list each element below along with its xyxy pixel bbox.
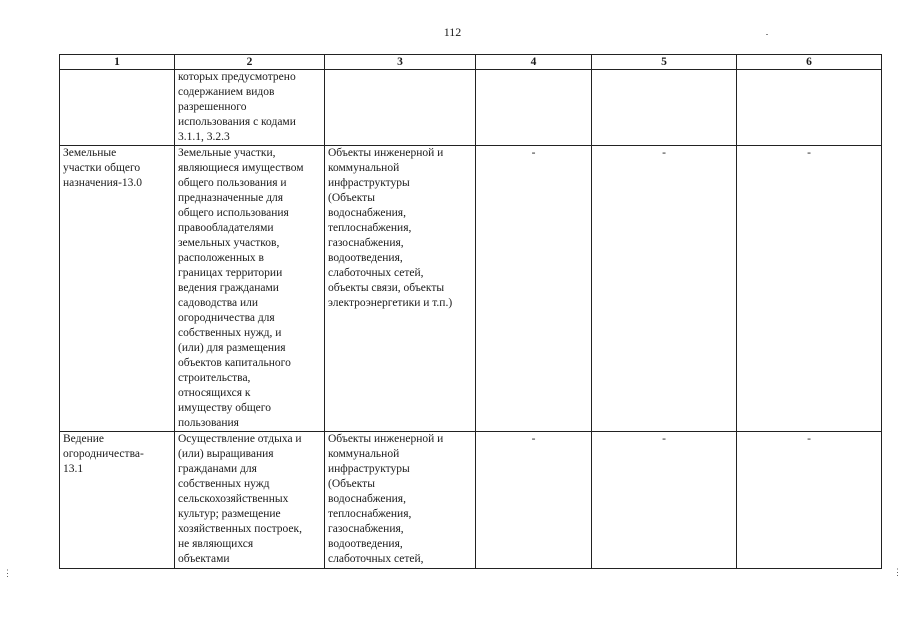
text-line: 13.1 <box>63 463 84 475</box>
text-line: огородничества- <box>63 448 144 460</box>
text-line: теплоснабжения, <box>328 508 412 520</box>
text-line: объекты связи, объекты <box>328 282 445 294</box>
cell-use-type <box>60 146 175 432</box>
cell-description <box>175 70 325 146</box>
table-row <box>60 146 882 432</box>
text-line: границах территории <box>178 267 283 279</box>
text-line: коммунальной <box>328 162 400 174</box>
text-line: объектов капитального <box>178 357 291 369</box>
table-row <box>60 432 882 569</box>
text-line: культур; размещение <box>178 508 281 520</box>
text-line: хозяйственных построек, <box>178 523 302 535</box>
text-line: Земельные участки, <box>178 147 276 159</box>
scan-speck <box>766 34 768 35</box>
text-line: водоснабжения, <box>328 493 406 505</box>
text-line: гражданами для <box>178 463 257 475</box>
text-line: газоснабжения, <box>328 237 404 249</box>
text-line: 3.1.1, 3.2.3 <box>178 131 230 143</box>
cell-col6 <box>737 70 882 146</box>
land-use-table <box>59 54 882 569</box>
text-line: теплоснабжения, <box>328 222 412 234</box>
text-line: объектами <box>178 553 230 565</box>
text-line: которых предусмотрено <box>178 71 296 83</box>
cell-col5: - <box>592 146 737 432</box>
text-line: ведения гражданами <box>178 282 279 294</box>
text-line: расположенных в <box>178 252 264 264</box>
page-number: 112 <box>443 25 462 39</box>
cell-description <box>175 146 325 432</box>
cell-col5 <box>592 70 737 146</box>
cell-col5: - <box>592 432 737 569</box>
text-line: предназначенные для <box>178 192 284 204</box>
text-line: (или) для размещения <box>178 342 286 354</box>
text-line: электроэнергетики и т.п.) <box>328 297 453 309</box>
text-line: Ведение <box>63 433 104 445</box>
text-line: земельных участков, <box>178 237 280 249</box>
text-line: слаботочных сетей, <box>328 553 424 565</box>
text-line: водоснабжения, <box>328 207 406 219</box>
cell-col4: - <box>476 432 592 569</box>
text-line: (или) выращивания <box>178 448 274 460</box>
text-line: садоводства или <box>178 297 259 309</box>
cell-auxiliary-uses <box>325 146 476 432</box>
cell-col4: - <box>476 146 592 432</box>
text-line: имуществу общего <box>178 402 271 414</box>
text-line: собственных нужд, и <box>178 327 282 339</box>
text-line: коммунальной <box>328 448 400 460</box>
text-line: (Объекты <box>328 192 375 204</box>
column-header-2: 2 <box>175 55 325 70</box>
text-line: содержанием видов <box>178 86 275 98</box>
text-line: инфраструктуры <box>328 177 410 189</box>
cell-description <box>175 432 325 569</box>
column-header-4: 4 <box>476 55 592 70</box>
text-line: назначения-13.0 <box>63 177 143 189</box>
cell-use-type <box>60 432 175 569</box>
text-line: строительства, <box>178 372 251 384</box>
text-line: относящихся к <box>178 387 251 399</box>
text-line: правообладателями <box>178 222 274 234</box>
column-header-6: 6 <box>737 55 882 70</box>
text-line: сельскохозяйственных <box>178 493 289 505</box>
table-header-row <box>60 55 882 70</box>
text-line: водоотведения, <box>328 252 403 264</box>
text-line: не являющихся <box>178 538 254 550</box>
text-line: инфраструктуры <box>328 463 410 475</box>
cell-auxiliary-uses <box>325 70 476 146</box>
text-line: водоотведения, <box>328 538 403 550</box>
cell-use-type <box>60 70 175 146</box>
text-line: использования с кодами <box>178 116 296 128</box>
text-line: разрешенного <box>178 101 247 113</box>
text-line: (Объекты <box>328 478 375 490</box>
text-line: Осуществление отдыха и <box>178 433 302 445</box>
text-line: общего пользования и <box>178 177 287 189</box>
table-row <box>60 70 882 146</box>
text-line: собственных нужд <box>178 478 270 490</box>
cell-col4 <box>476 70 592 146</box>
cell-auxiliary-uses <box>325 432 476 569</box>
column-header-1: 1 <box>60 55 175 70</box>
text-line: участки общего <box>63 162 141 174</box>
right-margin-mark: ⋮ <box>893 567 902 577</box>
text-line: общего использования <box>178 207 289 219</box>
text-line: являющиеся имуществом <box>178 162 304 174</box>
text-line: огородничества для <box>178 312 275 324</box>
column-header-5: 5 <box>592 55 737 70</box>
text-line: Объекты инженерной и <box>328 433 444 445</box>
cell-col6: - <box>737 146 882 432</box>
text-line: Земельные <box>63 147 117 159</box>
left-margin-mark: ⋮ <box>3 568 12 578</box>
cell-col6: - <box>737 432 882 569</box>
text-line: газоснабжения, <box>328 523 404 535</box>
column-header-3: 3 <box>325 55 476 70</box>
text-line: Объекты инженерной и <box>328 147 444 159</box>
text-line: слаботочных сетей, <box>328 267 424 279</box>
text-line: пользования <box>178 417 239 429</box>
